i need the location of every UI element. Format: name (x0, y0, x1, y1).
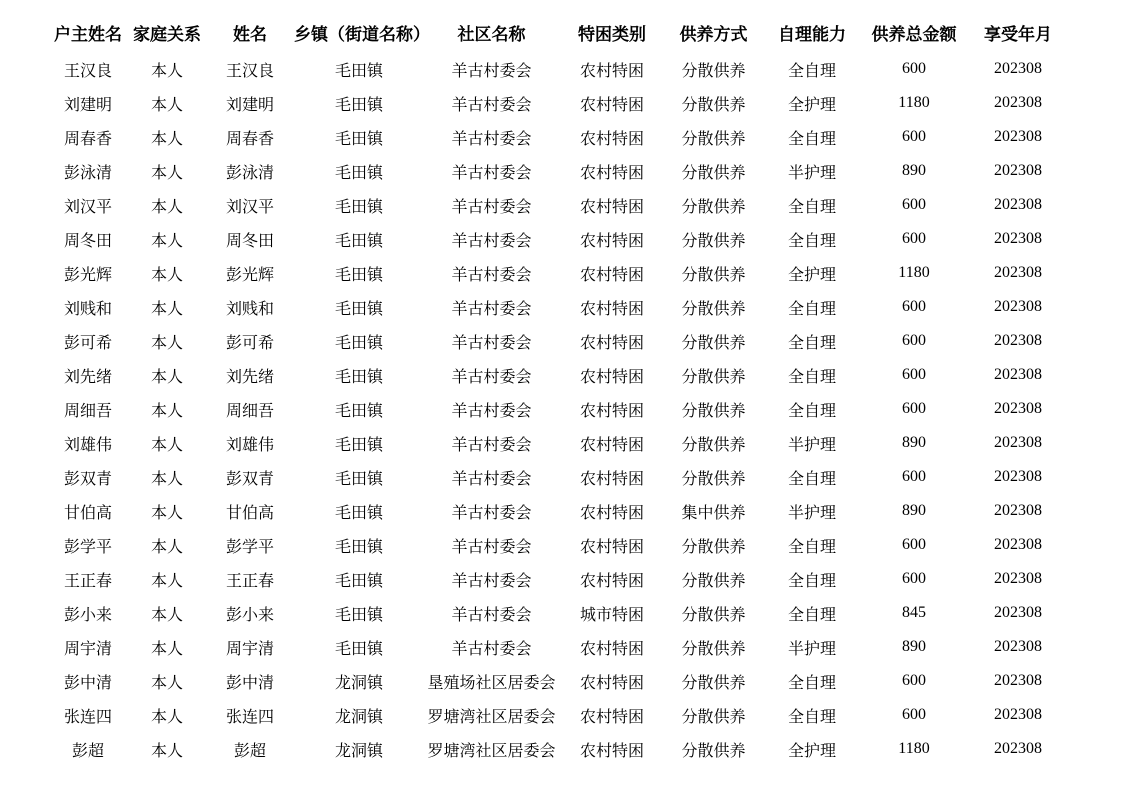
table-row (48, 154, 1070, 188)
cell: 毛田镇 (334, 334, 383, 352)
table-row (48, 630, 1070, 664)
cell: 890 (902, 502, 926, 519)
cell: 农村特困 (579, 232, 644, 250)
cell: 202308 (994, 230, 1042, 247)
cell: 202308 (994, 264, 1042, 281)
cell: 600 (902, 468, 926, 485)
table-row (48, 698, 1070, 732)
cell: 羊古村委会 (451, 368, 532, 386)
cell: 羊古村委会 (451, 572, 532, 590)
cell: 农村特困 (579, 130, 644, 148)
cell: 彭光辉 (225, 266, 274, 284)
cell: 彭中清 (63, 674, 112, 692)
cell: 600 (902, 60, 926, 77)
cell: 龙洞镇 (334, 674, 383, 692)
cell: 王汉良 (63, 62, 112, 80)
cell: 本人 (150, 538, 183, 556)
cell: 本人 (150, 572, 183, 590)
cell: 202308 (994, 536, 1042, 553)
table-row (48, 732, 1070, 766)
cell: 本人 (150, 232, 183, 250)
cell: 600 (902, 536, 926, 553)
cell: 分散供养 (681, 640, 746, 658)
cell: 全自理 (787, 572, 836, 590)
cell: 农村特困 (579, 436, 644, 454)
cell: 全自理 (787, 232, 836, 250)
table-header-row (48, 13, 1070, 52)
cell: 毛田镇 (334, 232, 383, 250)
cell: 龙洞镇 (334, 742, 383, 760)
cell: 罗塘湾社区居委会 (427, 742, 556, 760)
cell: 刘先绪 (63, 368, 112, 386)
cell: 集中供养 (681, 504, 746, 522)
cell: 分散供养 (681, 130, 746, 148)
cell: 分散供养 (681, 368, 746, 386)
cell: 半护理 (787, 504, 836, 522)
cell: 全自理 (787, 470, 836, 488)
cell: 羊古村委会 (451, 164, 532, 182)
cell: 周细吾 (225, 402, 274, 420)
cell: 本人 (150, 368, 183, 386)
cell: 全自理 (787, 708, 836, 726)
cell: 202308 (994, 502, 1042, 519)
cell: 毛田镇 (334, 640, 383, 658)
cell: 羊古村委会 (451, 130, 532, 148)
cell: 600 (902, 706, 926, 723)
cell: 羊古村委会 (451, 62, 532, 80)
cell: 刘建明 (63, 96, 112, 114)
cell: 毛田镇 (334, 96, 383, 114)
cell: 农村特困 (579, 640, 644, 658)
cell: 周宇清 (63, 640, 112, 658)
cell: 半护理 (787, 640, 836, 658)
cell: 刘汉平 (225, 198, 274, 216)
cell: 本人 (150, 606, 183, 624)
cell: 202308 (994, 434, 1042, 451)
cell: 全自理 (787, 198, 836, 216)
cell: 600 (902, 230, 926, 247)
column-header: 家庭关系 (133, 25, 201, 44)
table-header (48, 13, 1070, 52)
cell: 本人 (150, 164, 183, 182)
cell: 分散供养 (681, 708, 746, 726)
column-header: 享受年月 (984, 25, 1052, 44)
cell: 彭学平 (63, 538, 112, 556)
cell: 刘汉平 (63, 198, 112, 216)
cell: 羊古村委会 (451, 334, 532, 352)
cell: 彭泳清 (63, 164, 112, 182)
table-row (48, 596, 1070, 630)
cell: 本人 (150, 62, 183, 80)
cell: 本人 (150, 640, 183, 658)
cell: 毛田镇 (334, 572, 383, 590)
table-row (48, 494, 1070, 528)
cell: 全自理 (787, 674, 836, 692)
cell: 毛田镇 (334, 504, 383, 522)
cell: 羊古村委会 (451, 436, 532, 454)
cell: 毛田镇 (334, 606, 383, 624)
cell: 全自理 (787, 606, 836, 624)
cell: 农村特困 (579, 402, 644, 420)
cell: 全自理 (787, 402, 836, 420)
cell: 本人 (150, 96, 183, 114)
cell: 本人 (150, 334, 183, 352)
cell: 刘先绪 (225, 368, 274, 386)
cell: 890 (902, 434, 926, 451)
cell: 202308 (994, 706, 1042, 723)
cell: 羊古村委会 (451, 96, 532, 114)
cell: 周宇清 (225, 640, 274, 658)
cell: 202308 (994, 400, 1042, 417)
cell: 王正春 (225, 572, 274, 590)
cell: 农村特困 (579, 368, 644, 386)
cell: 202308 (994, 60, 1042, 77)
cell: 彭小来 (225, 606, 274, 624)
cell: 彭超 (71, 742, 104, 760)
table-row (48, 290, 1070, 324)
cell: 202308 (994, 740, 1042, 757)
table-row (48, 120, 1070, 154)
cell: 1180 (898, 740, 930, 757)
cell: 1180 (898, 264, 930, 281)
cell: 甘伯高 (225, 504, 274, 522)
cell: 分散供养 (681, 62, 746, 80)
cell: 本人 (150, 300, 183, 318)
cell: 羊古村委会 (451, 504, 532, 522)
cell: 周冬田 (225, 232, 274, 250)
cell: 202308 (994, 366, 1042, 383)
cell: 农村特困 (579, 504, 644, 522)
cell: 全自理 (787, 130, 836, 148)
cell: 毛田镇 (334, 300, 383, 318)
cell: 890 (902, 162, 926, 179)
cell: 城市特困 (579, 606, 644, 624)
cell: 本人 (150, 198, 183, 216)
cell: 刘贱和 (225, 300, 274, 318)
cell: 845 (902, 604, 926, 621)
cell: 罗塘湾社区居委会 (427, 708, 556, 726)
cell: 分散供养 (681, 436, 746, 454)
cell: 彭小来 (63, 606, 112, 624)
cell: 202308 (994, 672, 1042, 689)
cell: 分散供养 (681, 402, 746, 420)
cell: 600 (902, 298, 926, 315)
cell: 王汉良 (225, 62, 274, 80)
cell: 周冬田 (63, 232, 112, 250)
cell: 202308 (994, 196, 1042, 213)
cell: 周春香 (63, 130, 112, 148)
cell: 半护理 (787, 164, 836, 182)
cell: 垦殖场社区居委会 (427, 674, 556, 692)
cell: 农村特困 (579, 742, 644, 760)
cell: 张连四 (63, 708, 112, 726)
cell: 羊古村委会 (451, 266, 532, 284)
cell: 农村特困 (579, 470, 644, 488)
table-row (48, 86, 1070, 120)
cell: 农村特困 (579, 674, 644, 692)
table-row (48, 222, 1070, 256)
cell: 600 (902, 366, 926, 383)
column-header: 姓名 (233, 25, 267, 44)
cell: 本人 (150, 130, 183, 148)
cell: 600 (902, 570, 926, 587)
cell: 毛田镇 (334, 470, 383, 488)
cell: 分散供养 (681, 164, 746, 182)
cell: 农村特困 (579, 164, 644, 182)
table-row (48, 358, 1070, 392)
cell: 农村特困 (579, 300, 644, 318)
cell: 农村特困 (579, 198, 644, 216)
cell: 羊古村委会 (451, 232, 532, 250)
cell: 分散供养 (681, 334, 746, 352)
cell: 羊古村委会 (451, 300, 532, 318)
cell: 本人 (150, 708, 183, 726)
cell: 分散供养 (681, 232, 746, 250)
cell: 分散供养 (681, 606, 746, 624)
cell: 分散供养 (681, 572, 746, 590)
cell: 890 (902, 638, 926, 655)
cell: 彭双青 (63, 470, 112, 488)
cell: 分散供养 (681, 674, 746, 692)
table-row (48, 664, 1070, 698)
cell: 202308 (994, 162, 1042, 179)
cell: 本人 (150, 674, 183, 692)
table-row (48, 460, 1070, 494)
cell: 羊古村委会 (451, 470, 532, 488)
cell: 202308 (994, 298, 1042, 315)
table-row (48, 562, 1070, 596)
cell: 全自理 (787, 538, 836, 556)
cell: 农村特困 (579, 538, 644, 556)
cell: 毛田镇 (334, 402, 383, 420)
table-row (48, 188, 1070, 222)
cell: 半护理 (787, 436, 836, 454)
cell: 刘贱和 (63, 300, 112, 318)
cell: 毛田镇 (334, 266, 383, 284)
cell: 农村特困 (579, 266, 644, 284)
cell: 本人 (150, 742, 183, 760)
cell: 600 (902, 400, 926, 417)
column-header: 乡镇（街道名称） (294, 25, 430, 44)
column-header: 户主姓名 (54, 25, 122, 44)
cell: 甘伯高 (63, 504, 112, 522)
cell: 202308 (994, 94, 1042, 111)
cell: 202308 (994, 570, 1042, 587)
table-row (48, 528, 1070, 562)
cell: 毛田镇 (334, 436, 383, 454)
table-row (48, 52, 1070, 86)
cell: 毛田镇 (334, 62, 383, 80)
cell: 彭双青 (225, 470, 274, 488)
cell: 1180 (898, 94, 930, 111)
table-body (48, 52, 1070, 766)
cell: 毛田镇 (334, 368, 383, 386)
cell: 分散供养 (681, 742, 746, 760)
cell: 羊古村委会 (451, 402, 532, 420)
cell: 全自理 (787, 62, 836, 80)
cell: 600 (902, 672, 926, 689)
cell: 分散供养 (681, 300, 746, 318)
column-header: 社区名称 (457, 25, 526, 44)
table-row (48, 324, 1070, 358)
cell: 彭学平 (225, 538, 274, 556)
cell: 张连四 (225, 708, 274, 726)
cell: 毛田镇 (334, 198, 383, 216)
cell: 羊古村委会 (451, 198, 532, 216)
cell: 分散供养 (681, 470, 746, 488)
cell: 分散供养 (681, 538, 746, 556)
cell: 彭中清 (225, 674, 274, 692)
cell: 202308 (994, 128, 1042, 145)
cell: 刘雄伟 (225, 436, 274, 454)
cell: 本人 (150, 470, 183, 488)
cell: 彭超 (233, 742, 266, 760)
cell: 全护理 (787, 266, 836, 284)
cell: 202308 (994, 468, 1042, 485)
cell: 周细吾 (63, 402, 112, 420)
cell: 彭可希 (225, 334, 274, 352)
cell: 刘雄伟 (63, 436, 112, 454)
column-header: 自理能力 (778, 25, 846, 44)
cell: 农村特困 (579, 96, 644, 114)
cell: 600 (902, 196, 926, 213)
cell: 农村特困 (579, 62, 644, 80)
cell: 王正春 (63, 572, 112, 590)
cell: 农村特困 (579, 708, 644, 726)
column-header: 供养总金额 (871, 25, 957, 44)
cell: 分散供养 (681, 96, 746, 114)
cell: 分散供养 (681, 266, 746, 284)
cell: 毛田镇 (334, 130, 383, 148)
cell: 本人 (150, 436, 183, 454)
cell: 本人 (150, 266, 183, 284)
cell: 彭泳清 (225, 164, 274, 182)
cell: 刘建明 (225, 96, 274, 114)
cell: 202308 (994, 332, 1042, 349)
cell: 202308 (994, 638, 1042, 655)
special-hardship-support-table (48, 13, 1070, 766)
cell: 全自理 (787, 334, 836, 352)
cell: 农村特困 (579, 334, 644, 352)
cell: 毛田镇 (334, 538, 383, 556)
cell: 羊古村委会 (451, 640, 532, 658)
table-row (48, 256, 1070, 290)
cell: 本人 (150, 504, 183, 522)
cell: 本人 (150, 402, 183, 420)
cell: 600 (902, 128, 926, 145)
table-row (48, 426, 1070, 460)
cell: 毛田镇 (334, 164, 383, 182)
cell: 分散供养 (681, 198, 746, 216)
cell: 202308 (994, 604, 1042, 621)
table-row (48, 392, 1070, 426)
cell: 全护理 (787, 96, 836, 114)
cell: 龙洞镇 (334, 708, 383, 726)
cell: 羊古村委会 (451, 538, 532, 556)
cell: 羊古村委会 (451, 606, 532, 624)
cell: 600 (902, 332, 926, 349)
cell: 周春香 (225, 130, 274, 148)
cell: 全自理 (787, 300, 836, 318)
cell: 彭可希 (63, 334, 112, 352)
column-header: 特困类别 (578, 25, 646, 44)
cell: 彭光辉 (63, 266, 112, 284)
cell: 全自理 (787, 368, 836, 386)
cell: 全护理 (787, 742, 836, 760)
column-header: 供养方式 (679, 25, 748, 44)
cell: 农村特困 (579, 572, 644, 590)
